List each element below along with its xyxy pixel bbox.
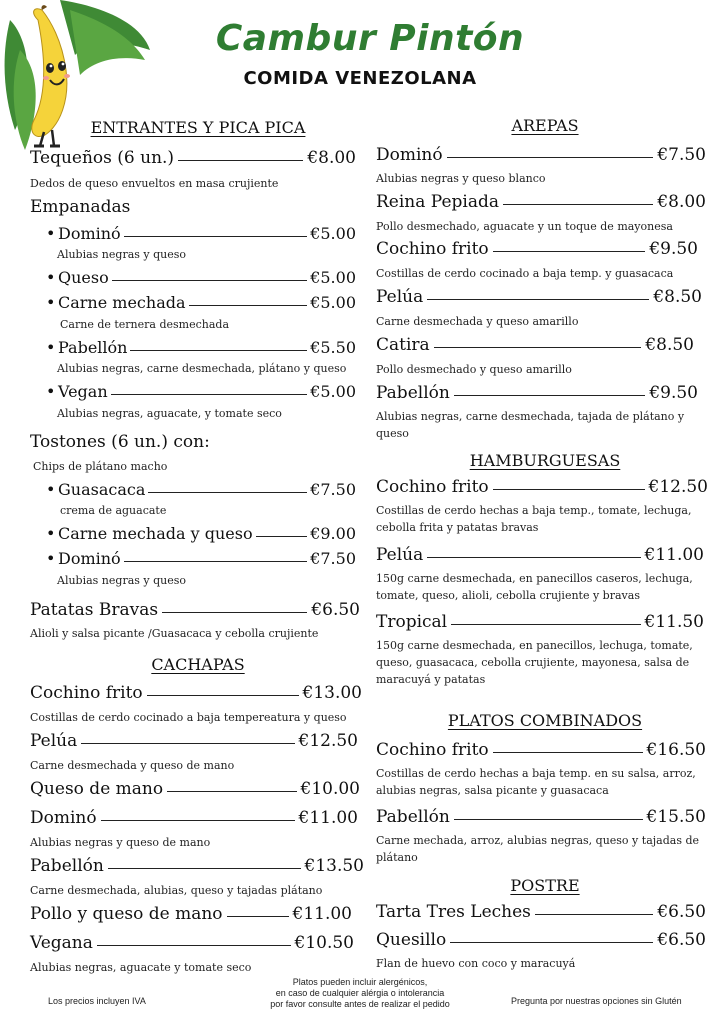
item-description: Alubias negras y queso [57,248,187,261]
section-title-arepas: AREPAS [511,116,579,135]
menu-item-arepa-pabellon: Pabellón €9.50 [376,383,698,403]
item-description: Alioli y salsa picante /Guasacaca y cebolla crujiente [30,627,319,640]
menu-item-tostones-domino: • Dominó €7.50 [46,549,356,568]
item-description: Flan de huevo con coco y maracuyá [376,957,576,970]
menu-item-empanada-queso: • Queso €5.00 [46,268,356,287]
item-description: Carne mechada, arroz, alubias negras, queso y tajadas de plátano [376,834,700,864]
menu-item-empanada-vegan: • Vegan €5.00 [46,382,356,401]
menu-item-cachapa-domino: Dominó €11.00 [30,808,358,828]
menu-item-postre-quesillo: Quesillo €6.50 [376,930,706,950]
item-description: Carne desmechada y queso de mano [30,759,235,772]
subsection-title-tostones: Tostones (6 un.) con: [30,432,210,452]
item-description: Alubias negras y queso blanco [376,172,546,185]
menu-item-cachapa-vegana: Vegana €10.50 [30,933,354,953]
menu-item-cachapa-cochino-frito: Cochino frito €13.00 [30,683,362,703]
section-title-platos-combinados: PLATOS COMBINADOS [447,711,643,730]
item-description: Alubias negras y queso de mano [30,836,211,849]
menu-item-combinado-cochino-frito: Cochino frito €16.50 [376,740,706,760]
menu-item-empanada-carne-mechada: • Carne mechada €5.00 [46,293,356,312]
item-description: Carne de ternera desmechada [60,318,230,331]
section-title-hamburguesas: HAMBURGUESAS [469,451,621,470]
item-description: Alubias negras, carne desmechada, tajada de plátano y queso [376,410,685,440]
menu-item-cachapa-queso-de-mano: Queso de mano €10.00 [30,779,360,799]
menu-item-cachapa-pelua: Pelúa €12.50 [30,731,358,751]
menu-item-arepa-cochino-frito: Cochino frito €9.50 [376,239,698,259]
restaurant-subtitle: COMIDA VENEZOLANA [243,68,477,89]
menu-item-cachapa-pollo-queso: Pollo y queso de mano €11.00 [30,904,352,924]
menu-item-patatas-bravas: Patatas Bravas €6.50 [30,600,360,620]
menu-item-arepa-pelua: Pelúa €8.50 [376,287,702,307]
item-description: Costillas de cerdo cocinado a baja tempereatura y queso [30,711,347,724]
item-description: Alubias negras, aguacate y tomate seco [30,961,252,974]
item-description: Costillas de cerdo hechas a baja temp., tomate, lechuga, cebolla frita y patatas bravas [376,504,692,534]
menu-item-empanada-domino: • Dominó €5.00 [46,224,356,243]
item-description: 150g carne desmechada, en panecillos, lechuga, tomate, queso, guasacaca, cebolla crujiente, mayonesa, salsa de maracuyá y patatas [376,639,693,686]
restaurant-name: Cambur Pintón [215,18,525,59]
menu-item-postre-tres-leches: Tarta Tres Leches €6.50 [376,902,706,922]
item-description: Alubias negras, carne desmechada, plátano y queso [57,362,347,375]
menu-item-arepa-reina-pepiada: Reina Pepiada €8.00 [376,192,706,212]
menu-item-cachapa-pabellon: Pabellón €13.50 [30,856,364,876]
menu-item-hamburguesa-cochino-frito: Cochino frito €12.50 [376,477,708,497]
item-description: Pollo desmechado y queso amarillo [376,363,572,376]
item-description: 150g carne desmechada, en panecillos caseros, lechuga, tomate, queso, alioli, cebolla crujiente y bravas [376,572,693,602]
footer-iva-note: Los precios incluyen IVA [48,996,146,1006]
item-description: Carne desmechada y queso amarillo [376,315,579,328]
item-price: €8.00 [307,148,356,168]
footer-gluten-note: Pregunta por nuestras opciones sin Glutén [511,996,682,1006]
menu-item-hamburguesa-tropical: Tropical €11.50 [376,612,704,632]
section-title-cachapas: CACHAPAS [151,655,245,674]
item-name: Tequeños (6 un.) [30,148,175,168]
menu-item-tostones-carne-mechada: • Carne mechada y queso €9.00 [46,524,356,543]
section-title-entrantes: ENTRANTES Y PICA PICA [90,118,306,137]
item-description: Alubias negras y queso [57,574,187,587]
item-description: Dedos de queso envueltos en masa crujiente [30,177,279,190]
section-title-postre: POSTRE [510,876,580,895]
item-description: Alubias negras, aguacate, y tomate seco [57,407,282,420]
item-description: Costillas de cerdo cocinado a baja temp. y guasacaca [376,267,674,280]
item-description: Pollo desmechado, aguacate y un toque de mayonesa [376,220,673,233]
menu-item-tequenos [30,148,356,168]
menu-item-empanada-pabellon: • Pabellón €5.50 [46,338,356,357]
menu-item-tostones-guasacaca: • Guasacaca €7.50 [46,480,356,499]
menu-item-combinado-pabellon: Pabellón €15.50 [376,807,706,827]
item-description: Carne desmechada, alubias, queso y tajadas plátano [30,884,323,897]
menu-item-arepa-domino: Dominó €7.50 [376,145,706,165]
item-description: Costillas de cerdo hechas a baja temp. en su salsa, arroz, alubias negras, salsa picante y guasacaca [376,767,696,797]
menu-item-hamburguesa-pelua: Pelúa €11.00 [376,545,704,565]
subsection-description: Chips de plátano macho [33,460,168,473]
footer-allergen-note: Platos pueden incluir alergénicos, en caso de cualquier alérgia o intolerancia por favor consulte antes de realizar el pedido [270,977,450,1009]
menu-item-arepa-catira: Catira €8.50 [376,335,694,355]
item-description: crema de aguacate [60,504,167,517]
subsection-title-empanadas: Empanadas [30,197,131,217]
